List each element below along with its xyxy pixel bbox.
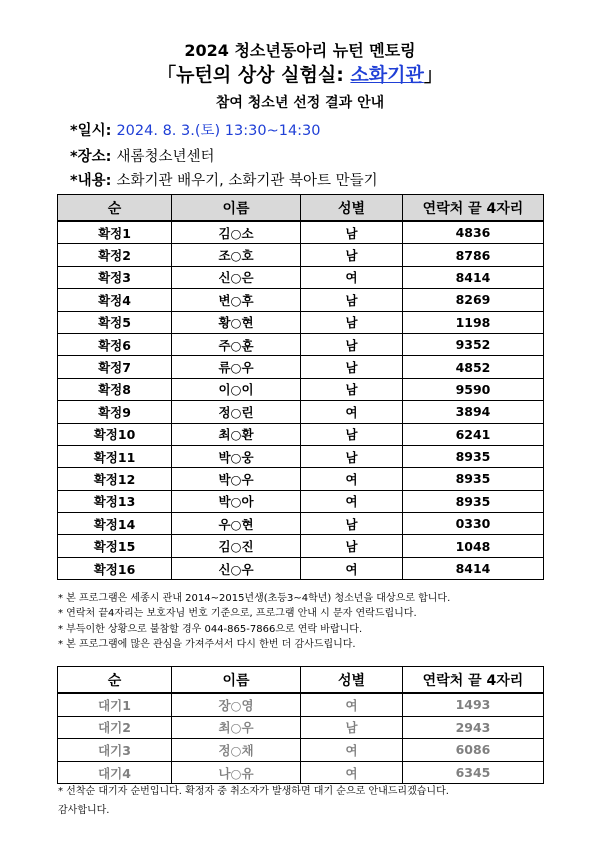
contact-cell: 8269 bbox=[403, 289, 544, 311]
order-cell: 확정4 bbox=[58, 289, 172, 311]
contact-cell: 1493 bbox=[403, 693, 544, 716]
table-row bbox=[58, 693, 544, 716]
confirmed-table bbox=[57, 194, 544, 580]
table-row bbox=[58, 761, 544, 784]
waitlist-header-row bbox=[58, 667, 544, 694]
header-order: 순 bbox=[58, 195, 172, 222]
contact-cell: 2943 bbox=[403, 716, 544, 739]
content-label: *내용: bbox=[70, 173, 117, 189]
order-cell: 확정12 bbox=[58, 468, 172, 490]
gender-cell: 남 bbox=[301, 513, 403, 535]
order-cell: 확정6 bbox=[58, 333, 172, 355]
table-row bbox=[58, 378, 544, 400]
header-contact: 연락처 끝 4자리 bbox=[403, 195, 544, 222]
order-cell: 확정8 bbox=[58, 378, 172, 400]
waitlist-note-line: * 선착순 대기자 순번입니다. 확정자 중 취소자가 발생하면 대기 순으로 안내드리겠습니다. bbox=[58, 786, 449, 797]
order-cell: 확정15 bbox=[58, 535, 172, 557]
date-label: *일시: bbox=[70, 123, 117, 139]
gender-cell: 남 bbox=[301, 445, 403, 467]
name-cell: 정○린 bbox=[172, 401, 301, 423]
order-cell: 확정5 bbox=[58, 311, 172, 333]
order-cell: 확정3 bbox=[58, 266, 172, 288]
name-cell: 우○현 bbox=[172, 513, 301, 535]
gender-cell: 남 bbox=[301, 535, 403, 557]
table-row bbox=[58, 266, 544, 288]
header-name: 이름 bbox=[172, 195, 301, 222]
order-cell: 대기1 bbox=[58, 693, 172, 716]
gender-cell: 남 bbox=[301, 333, 403, 355]
order-cell: 확정11 bbox=[58, 445, 172, 467]
table-row bbox=[58, 716, 544, 739]
gender-cell: 여 bbox=[301, 266, 403, 288]
table-row bbox=[58, 311, 544, 333]
table-row bbox=[58, 221, 544, 244]
contact-cell: 1048 bbox=[403, 535, 544, 557]
order-cell: 대기2 bbox=[58, 716, 172, 739]
closing-line: 감사합니다. bbox=[58, 805, 110, 816]
contact-cell: 8414 bbox=[403, 557, 544, 579]
note-line: * 부득이한 상황으로 불참할 경우 044-865-7866으로 연락 바랍니다. bbox=[58, 623, 363, 635]
table-row bbox=[58, 289, 544, 311]
header-contact: 연락처 끝 4자리 bbox=[403, 667, 544, 694]
contact-cell: 6086 bbox=[403, 739, 544, 762]
order-cell: 확정10 bbox=[58, 423, 172, 445]
contact-cell: 8786 bbox=[403, 244, 544, 266]
note-line: * 연락처 끝4자리는 보호자님 번호 기준으로, 프로그램 안내 시 문자 연락드립니다. bbox=[58, 608, 417, 620]
order-cell: 확정7 bbox=[58, 356, 172, 378]
name-cell: 김○소 bbox=[172, 221, 301, 244]
table-row bbox=[58, 356, 544, 378]
name-cell: 김○진 bbox=[172, 535, 301, 557]
contact-cell: 8935 bbox=[403, 468, 544, 490]
contact-cell: 4836 bbox=[403, 221, 544, 244]
header-name: 이름 bbox=[172, 667, 301, 694]
subtitle-suffix: 」 bbox=[423, 64, 443, 86]
gender-cell: 여 bbox=[301, 490, 403, 512]
date-value: 2024. 8. 3.(토) 13:30~14:30 bbox=[116, 123, 321, 139]
contact-cell: 1198 bbox=[403, 311, 544, 333]
note-line: * 본 프로그램은 세종시 관내 2014~2015년생(초등3~4학년) 청소년을 대상으로 합니다. bbox=[58, 593, 451, 604]
waitlist-notes bbox=[58, 782, 449, 820]
order-cell: 확정9 bbox=[58, 401, 172, 423]
order-cell: 확정13 bbox=[58, 490, 172, 512]
name-cell: 신○은 bbox=[172, 266, 301, 288]
gender-cell: 여 bbox=[301, 761, 403, 784]
name-cell: 조○호 bbox=[172, 244, 301, 266]
table-row bbox=[58, 244, 544, 266]
name-cell: 정○채 bbox=[172, 739, 301, 762]
contact-cell: 8414 bbox=[403, 266, 544, 288]
order-cell: 확정16 bbox=[58, 557, 172, 579]
contact-cell: 0330 bbox=[403, 513, 544, 535]
order-cell: 확정14 bbox=[58, 513, 172, 535]
gender-cell: 여 bbox=[301, 739, 403, 762]
table-row bbox=[58, 401, 544, 423]
gender-cell: 남 bbox=[301, 716, 403, 739]
gender-cell: 남 bbox=[301, 244, 403, 266]
subtitle-prefix: 「뉴턴의 상상 실험실: bbox=[157, 64, 351, 86]
gender-cell: 여 bbox=[301, 693, 403, 716]
name-cell: 변○후 bbox=[172, 289, 301, 311]
order-cell: 대기4 bbox=[58, 761, 172, 784]
table-row bbox=[58, 739, 544, 762]
order-cell: 확정2 bbox=[58, 244, 172, 266]
contact-cell: 8935 bbox=[403, 445, 544, 467]
program-title: 2024 청소년동아리 뉴턴 멘토링 bbox=[184, 41, 416, 60]
table-row bbox=[58, 535, 544, 557]
announcement-title: 참여 청소년 선정 결과 안내 bbox=[215, 95, 385, 111]
info-place bbox=[70, 145, 215, 166]
notes-block bbox=[58, 591, 450, 652]
place-value: 새롬청소년센터 bbox=[116, 149, 215, 165]
gender-cell: 남 bbox=[301, 356, 403, 378]
gender-cell: 여 bbox=[301, 468, 403, 490]
header-order: 순 bbox=[58, 667, 172, 694]
gender-cell: 남 bbox=[301, 378, 403, 400]
contact-cell: 9352 bbox=[403, 333, 544, 355]
name-cell: 류○우 bbox=[172, 356, 301, 378]
header-gender: 성별 bbox=[301, 195, 403, 222]
gender-cell: 남 bbox=[301, 221, 403, 244]
gender-cell: 남 bbox=[301, 423, 403, 445]
gender-cell: 남 bbox=[301, 289, 403, 311]
name-cell: 이○이 bbox=[172, 378, 301, 400]
table-row bbox=[58, 468, 544, 490]
place-label: *장소: bbox=[70, 149, 117, 165]
content-value: 소화기관 배우기, 소화기관 북아트 만들기 bbox=[116, 173, 378, 189]
name-cell: 장○영 bbox=[172, 693, 301, 716]
name-cell: 나○유 bbox=[172, 761, 301, 784]
info-content bbox=[70, 169, 378, 190]
order-cell: 확정1 bbox=[58, 221, 172, 244]
contact-cell: 4852 bbox=[403, 356, 544, 378]
name-cell: 주○훈 bbox=[172, 333, 301, 355]
program-subtitle bbox=[0, 60, 600, 87]
table-row bbox=[58, 557, 544, 579]
table-row bbox=[58, 423, 544, 445]
gender-cell: 여 bbox=[301, 401, 403, 423]
contact-cell: 6241 bbox=[403, 423, 544, 445]
name-cell: 박○웅 bbox=[172, 445, 301, 467]
header-gender: 성별 bbox=[301, 667, 403, 694]
name-cell: 신○우 bbox=[172, 557, 301, 579]
waitlist-table bbox=[57, 666, 544, 784]
table-row bbox=[58, 445, 544, 467]
table-row bbox=[58, 333, 544, 355]
name-cell: 박○아 bbox=[172, 490, 301, 512]
contact-cell: 6345 bbox=[403, 761, 544, 784]
info-date bbox=[70, 119, 321, 140]
gender-cell: 여 bbox=[301, 557, 403, 579]
table-row bbox=[58, 490, 544, 512]
name-cell: 박○우 bbox=[172, 468, 301, 490]
note-line: * 본 프로그램에 많은 관심을 가져주셔서 다시 한번 더 감사드립니다. bbox=[58, 638, 356, 650]
confirmed-header-row bbox=[58, 195, 544, 222]
contact-cell: 3894 bbox=[403, 401, 544, 423]
gender-cell: 남 bbox=[301, 311, 403, 333]
contact-cell: 8935 bbox=[403, 490, 544, 512]
order-cell: 대기3 bbox=[58, 739, 172, 762]
table-row bbox=[58, 513, 544, 535]
name-cell: 최○우 bbox=[172, 716, 301, 739]
name-cell: 최○환 bbox=[172, 423, 301, 445]
subtitle-highlight: 소화기관 bbox=[350, 64, 424, 86]
contact-cell: 9590 bbox=[403, 378, 544, 400]
name-cell: 황○현 bbox=[172, 311, 301, 333]
